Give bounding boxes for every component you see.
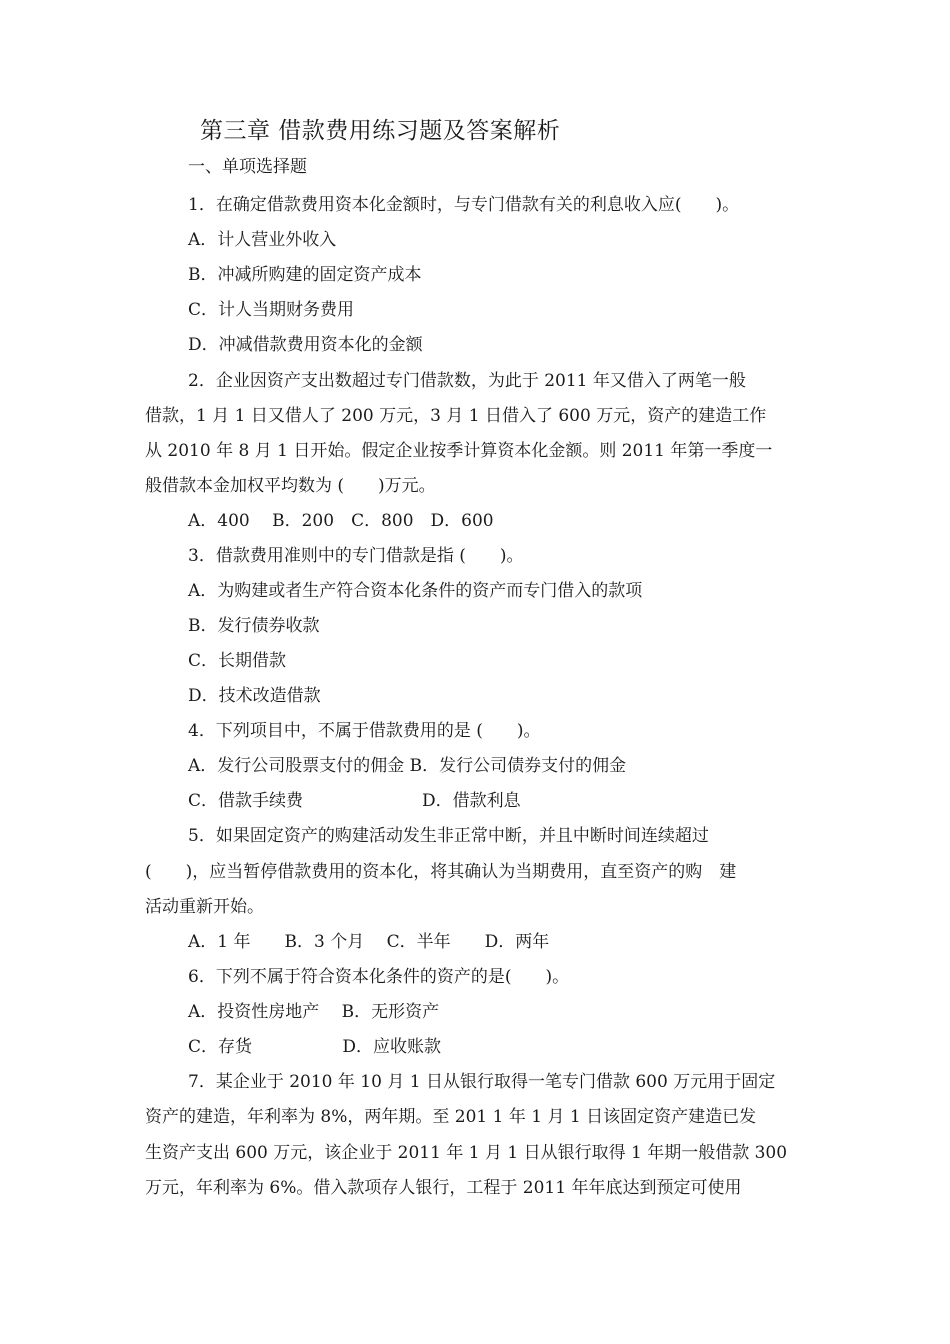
question-6-options-cd: C．存货 D．应收账款 <box>188 1037 442 1057</box>
question-6-stem: 6．下列不属于符合资本化条件的资产的是( )。 <box>188 967 570 987</box>
question-7-stem-line-2: 资产的建造，年利率为 8%，两年期。至 201 1 年 1 月 1 日该固定资产建造已发 <box>145 1107 757 1127</box>
question-5-options: A．1 年 B．3 个月 C．半年 D．两年 <box>188 932 550 952</box>
question-2-stem-line-4: 般借款本金加权平均数为 ( )万元。 <box>145 476 436 496</box>
question-5-stem-line-3: 活动重新开始。 <box>145 897 264 917</box>
question-5-stem-line-2: ( )，应当暂停借款费用的资本化，将其确认为当期费用，直至资产的购 建 <box>145 862 737 882</box>
question-1-option-a: A．计人营业外收入 <box>188 230 337 250</box>
question-7-stem-line-4: 万元，年利率为 6%。借入款项存人银行，工程于 2011 年年底达到预定可使用 <box>145 1178 742 1198</box>
document-title: 第三章 借款费用练习题及答案解析 <box>200 118 561 144</box>
question-1-option-c: C．计人当期财务费用 <box>188 300 355 320</box>
question-2-stem-line-1: 2．企业因资产支出数超过专门借款数，为此于 2011 年又借入了两笔一般 <box>188 371 746 391</box>
question-1-stem: 1．在确定借款费用资本化金额时，与专门借款有关的利息收入应( )。 <box>188 195 740 215</box>
question-1-option-b: B．冲减所购建的固定资产成本 <box>188 265 422 285</box>
question-4-options-ab: A．发行公司股票支付的佣金 B．发行公司债券支付的佣金 <box>188 756 627 776</box>
question-2-options: A．400 B．200 C．800 D．600 <box>188 511 494 531</box>
question-3-option-b: B．发行债券收款 <box>188 616 320 636</box>
question-3-stem: 3．借款费用准则中的专门借款是指 ( )。 <box>188 546 524 566</box>
question-4-stem: 4．下列项目中，不属于借款费用的是 ( )。 <box>188 721 541 741</box>
question-2-stem-line-3: 从 2010 年 8 月 1 日开始。假定企业按季计算资本化金额。则 2011 年第一季度一 <box>145 441 773 461</box>
question-7-stem-line-1: 7．某企业于 2010 年 10 月 1 日从银行取得一笔专门借款 600 万元用于固定 <box>188 1072 776 1092</box>
question-5-stem-line-1: 5．如果固定资产的购建活动发生非正常中断，并且中断时间连续超过 <box>188 826 709 846</box>
question-7-stem-line-3: 生资产支出 600 万元，该企业于 2011 年 1 月 1 日从银行取得 1 年期一般借款 300 <box>145 1143 788 1163</box>
question-6-options-ab: A．投资性房地产 B．无形资产 <box>188 1002 440 1022</box>
question-3-option-d: D．技术改造借款 <box>188 686 321 706</box>
question-3-option-a: A．为购建或者生产符合资本化条件的资产而专门借入的款项 <box>188 581 643 601</box>
question-1-option-d: D．冲减借款费用资本化的金额 <box>188 335 423 355</box>
section-heading: 一、单项选择题 <box>188 157 307 177</box>
question-2-stem-line-2: 借款，1 月 1 日又借人了 200 万元，3 月 1 日借入了 600 万元，资产的建造工作 <box>145 406 767 426</box>
question-4-options-cd: C．借款手续费 D．借款利息 <box>188 791 521 811</box>
question-3-option-c: C．长期借款 <box>188 651 287 671</box>
